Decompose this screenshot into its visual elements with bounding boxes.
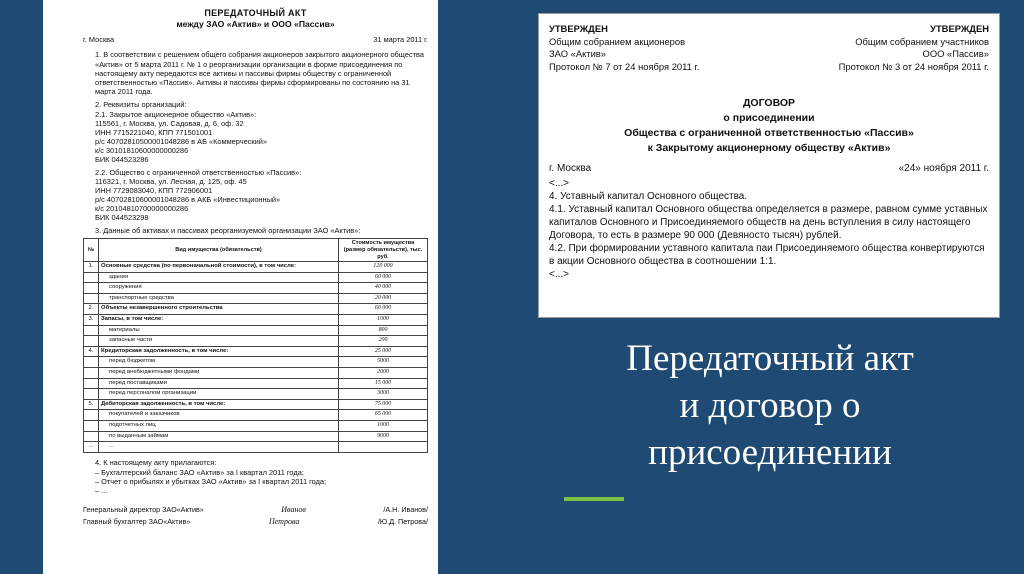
req2-line: 116321, г. Москва, ул. Лесная, д. 125, оф. 45 — [95, 176, 247, 186]
row-item-name: по выданным займам — [99, 431, 339, 442]
row-item-name: подотчетных лиц — [99, 420, 339, 431]
row-number — [84, 272, 99, 283]
row-item-name: сооружения — [99, 283, 339, 294]
handwritten-signature: Петрова — [268, 516, 300, 526]
row-item-value: 5000 — [339, 357, 428, 368]
row-number — [84, 420, 99, 431]
req1-line: ИНН 7715221040, КПП 771501001 — [95, 127, 213, 137]
row-item-name: перед бюджетом — [99, 357, 339, 368]
contract-date: «24» ноября 2011 г. — [898, 162, 989, 174]
approval-right — [839, 23, 989, 74]
caption-line: и договор о — [679, 384, 861, 426]
approval-heading: УТВЕРЖДЕН — [930, 23, 989, 34]
table-header-cell: Стоимость имущества (размер обязательств), тыс. руб. — [339, 239, 428, 262]
contract-title-line: Общества с ограниченной ответственностью «Пассив» — [624, 127, 914, 140]
table-row — [84, 420, 428, 431]
row-number — [84, 325, 99, 336]
req2-line: 2.2. Общество с ограниченной ответственностью «Пассив»: — [95, 167, 302, 177]
row-number — [84, 357, 99, 368]
req2-line: р/с 40702810600001048286 в АКБ «Инвестиционный» — [95, 194, 281, 204]
row-number — [84, 410, 99, 421]
approval-line: ЗАО «Актив» — [549, 48, 607, 60]
row-number — [84, 336, 99, 347]
act-paragraph-1: 1. В соответствии с решением общего собрания акционеров закрытого акционерного общества «Актив» от 5 марта 2011 г. № 1 о реорганизации организации в форме присоединения по настоящему акту передаются все активы и пассивы фирмы обществу с ограниченной ответственностью «Пассив». Активы и пассивы фирмы сформированы по состоянию на 31 марта 2011 года. — [95, 50, 424, 96]
row-item-value: 200 — [339, 336, 428, 347]
table-row — [84, 399, 428, 410]
contract-title-line: ДОГОВОР — [742, 96, 796, 109]
row-item-value — [339, 442, 428, 453]
row-item-value: 1000 — [339, 420, 428, 431]
req1-line: 2.1. Закрытое акционерное общество «Актив»: — [95, 109, 257, 119]
transfer-act-document — [43, 0, 438, 574]
slide-caption — [540, 336, 1000, 477]
row-number: 5. — [84, 399, 99, 410]
handwritten-signature: Иванов — [281, 504, 306, 514]
caption-line: Передаточный акт — [626, 338, 914, 379]
table-row — [84, 410, 428, 421]
approval-line: ООО «Пассив» — [922, 48, 989, 60]
row-item-value: 15 000 — [339, 378, 428, 389]
contract-place-date — [549, 162, 989, 175]
attachment-item: – Бухгалтерский баланс ЗАО «Актив» за I квартал 2011 года; — [95, 467, 304, 477]
row-item-value: 40 000 — [339, 283, 428, 294]
act-paragraph-3: 3. Данные об активах и пассивах реорганизуемой организации ЗАО «Актив»: — [95, 226, 361, 236]
signature-name: /Ю.Д. Петрова/ — [377, 516, 428, 526]
table-row — [84, 315, 428, 326]
row-number: 2. — [84, 304, 99, 315]
row-number: 1. — [84, 262, 99, 273]
table-row — [84, 283, 428, 294]
table-row — [84, 357, 428, 368]
approval-headers — [549, 23, 989, 74]
table-row — [84, 304, 428, 315]
req1-line: 115561, г. Москва, ул. Садовая, д. 6, оф. 32 — [95, 118, 244, 128]
act-title: ПЕРЕДАТОЧНЫЙ АКТ — [204, 8, 307, 18]
row-item-name: перед внебюджетными фондами — [99, 368, 339, 379]
contract-title-line: о присоединении — [723, 111, 815, 124]
row-item-name: запасные части — [99, 336, 339, 347]
contract-section-4: 4. Уставный капитал Основного общества. — [549, 190, 748, 202]
row-number — [84, 378, 99, 389]
table-row — [84, 272, 428, 283]
approval-line: Общим собранием акционеров — [549, 35, 686, 47]
attachment-item: – Отчет о прибылях и убытках ЗАО «Актив» за I квартал 2011 года; — [95, 476, 327, 486]
row-item-value: 60 000 — [339, 272, 428, 283]
signature-director — [83, 505, 428, 515]
row-item-value: 25 000 — [339, 346, 428, 357]
row-item-name: перед персоналом организации — [99, 389, 339, 400]
table-header-cell: Вид имущества (обязательств) — [99, 239, 339, 262]
act-requisites-1 — [83, 110, 428, 164]
row-item-value: 3000 — [339, 389, 428, 400]
req1-line: БИК 044523286 — [95, 154, 149, 164]
row-number — [84, 389, 99, 400]
row-item-name: Запасы, в том числе: — [99, 315, 339, 326]
row-number — [84, 431, 99, 442]
table-row — [84, 336, 428, 347]
contract-ellipsis-end: <...> — [549, 268, 570, 280]
req2-line: к/с 20104810700000000286 — [95, 203, 189, 213]
table-row — [84, 431, 428, 442]
approval-heading: УТВЕРЖДЕН — [549, 23, 608, 34]
contract-section-4-2: 4.2. При формировании уставного капитала паи Присоединяемого общества конвертируются в акции Основного общества в соотношении 1:1. — [549, 242, 985, 267]
table-row — [84, 262, 428, 273]
signature-accountant — [83, 517, 428, 527]
signature-role: Главный бухгалтер ЗАО«Актив» — [83, 516, 191, 526]
row-item-value: 75 000 — [339, 399, 428, 410]
row-item-value: 2000 — [339, 368, 428, 379]
row-item-value: 9000 — [339, 431, 428, 442]
row-item-value: 800 — [339, 325, 428, 336]
table-row — [84, 368, 428, 379]
req2-line: БИК 044523298 — [95, 213, 149, 223]
merger-contract-document — [538, 13, 1000, 318]
row-item-name: покупателей и заказчиков — [99, 410, 339, 421]
act-place-date — [83, 35, 428, 44]
contract-title-line: к Закрытому акционерному обществу «Актив» — [647, 142, 891, 155]
table-row — [84, 378, 428, 389]
row-item-name: здания — [99, 272, 339, 283]
table-row — [84, 442, 428, 453]
row-item-value: 120 000 — [339, 262, 428, 273]
row-item-name: перед поставщиками — [99, 378, 339, 389]
contract-ellipsis: <...> — [549, 177, 570, 189]
contract-title — [549, 96, 989, 157]
row-item-value: 20 000 — [339, 293, 428, 304]
row-item-value: 65 000 — [339, 410, 428, 421]
act-attachments — [83, 468, 428, 495]
table-header-cell: № — [84, 239, 99, 262]
row-number: ... — [84, 442, 99, 453]
act-paragraph-4: 4. К настоящему акту прилагаются: — [95, 457, 217, 467]
row-item-name: Основные средства (по первоначальной стоимости), в том числе: — [99, 262, 339, 273]
row-number: 4. — [84, 346, 99, 357]
table-row — [84, 389, 428, 400]
approval-line: Протокол № 7 от 24 ноября 2011 г. — [549, 61, 700, 73]
row-item-name: материалы — [99, 325, 339, 336]
act-paragraph-2: 2. Реквизиты организаций: — [95, 99, 187, 109]
act-city: г. Москва — [83, 35, 115, 45]
caption-line: присоединении — [648, 431, 892, 473]
row-item-value: 1000 — [339, 315, 428, 326]
row-item-value: 60 000 — [339, 304, 428, 315]
table-row — [84, 346, 428, 357]
row-number: 3. — [84, 315, 99, 326]
act-date: 31 марта 2011 г. — [373, 35, 428, 45]
table-header-row — [84, 239, 428, 262]
approval-line: Общим собранием участников — [855, 35, 989, 47]
row-number — [84, 368, 99, 379]
assets-table — [83, 238, 428, 453]
row-item-name: Дебиторская задолженность, в том числе: — [99, 399, 339, 410]
approval-line: Протокол № 3 от 24 ноября 2011 г. — [838, 61, 989, 73]
signature-name: /А.Н. Иванов/ — [383, 504, 428, 514]
row-number — [84, 293, 99, 304]
contract-section-4-1: 4.1. Уставный капитал Основного общества определяется в размере, равном сумме уставных капиталов Основного и Присоединяемого обществ на день вступления в силу настоящего Договора, то есть в размере 90 000 (Девяносто тысяч) рублей. — [549, 203, 988, 241]
row-item-name: ... — [99, 442, 339, 453]
row-item-name: Кредиторская задолженность, в том числе: — [99, 346, 339, 357]
approval-left — [549, 23, 699, 74]
row-number — [84, 283, 99, 294]
act-subtitle: между ЗАО «Актив» и ООО «Пассив» — [176, 18, 335, 29]
attachment-item: – ... — [95, 485, 108, 495]
req2-line: ИНН 7729083040, КПП 772906001 — [95, 185, 213, 195]
table-row — [84, 325, 428, 336]
row-item-name: транспортные средства — [99, 293, 339, 304]
act-requisites-2 — [83, 168, 428, 222]
accent-line — [564, 497, 624, 501]
signature-role: Генеральный директор ЗАО«Актив» — [83, 504, 204, 514]
table-row — [84, 293, 428, 304]
req1-line: р/с 40702810500001048286 в АБ «Коммерческий» — [95, 136, 267, 146]
contract-city: г. Москва — [549, 162, 592, 174]
row-item-name: Объекты незавершенного строительства — [99, 304, 339, 315]
req1-line: к/с 30101810600000000286 — [95, 145, 189, 155]
